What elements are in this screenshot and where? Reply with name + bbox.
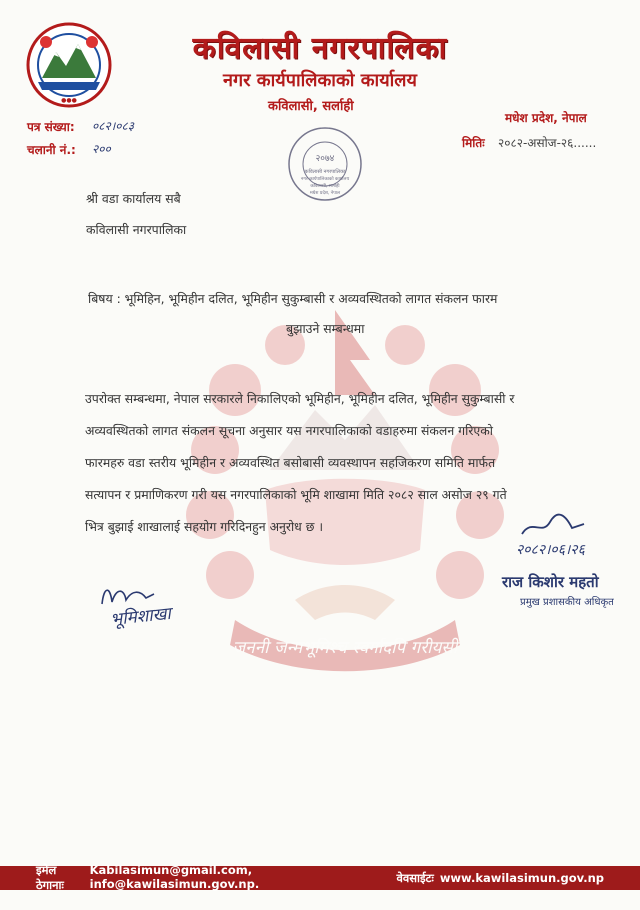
email-value: Kabilasimun@gmail.com, info@kawilasimun.gov.np.	[89, 863, 260, 891]
address-line: कविलासी, सर्लाही	[268, 99, 354, 114]
svg-text:२०७४: २०७४	[315, 154, 335, 164]
dispatch-no-value: २००	[92, 142, 111, 156]
subject-line-1: बिषय : भूमिहिन, भूमिहीन दलित, भूमिहीन सुकुम्बासी र अव्यवस्थितको लागत संकलन फारम	[88, 291, 498, 306]
body-line-4: सत्यापन र प्रमाणिकरण गरी यस नगरपालिकाको भूमि शाखामा मिति २०८२ साल असोज २९ गते	[85, 487, 507, 502]
body-line-2: अव्यवस्थितको लागत संकलन सूचना अनुसार यस नगरपालिकाको वडाहरुमा संकलन गरिएको	[85, 423, 493, 438]
office-subtitle: नगर कार्यपालिकाको कार्यालय	[223, 70, 417, 91]
svg-text:कविलासी, सर्लाही: कविलासी, सर्लाही	[310, 184, 340, 189]
date-value: २०८२-असोज-२६......	[498, 136, 597, 150]
province-line: मधेश प्रदेश, नेपाल	[505, 111, 587, 125]
website-label: वेवसाईटः	[396, 870, 434, 885]
body-line-1: उपरोक्त सम्बन्धमा, नेपाल सरकारले निकालिएको भूमिहीन, भूमिहीन दलित, भूमिहीन सुकुम्बासी र	[85, 391, 515, 406]
body-line-3: फारमहरु वडा स्तरीय भूमिहीन र अव्यवस्थित बसोबासी व्यवस्थापन सहजिकरण समिति मार्फत	[85, 455, 496, 470]
office-stamp	[285, 124, 365, 204]
letter-no-label: पत्र संख्या:	[27, 120, 75, 134]
signature-date: २०८२।०६।२६	[516, 542, 585, 558]
subject-line-2: बुझाउने सम्बन्धमा	[286, 321, 365, 336]
signatory-name: राज किशोर महतो	[502, 573, 599, 591]
svg-text:नगर कार्यपालिकाको कार्यालय: नगर कार्यपालिकाको कार्यालय	[300, 177, 350, 182]
left-handwritten-note: भूमिशाखा	[109, 603, 172, 631]
dispatch-no-label: चलानी नं.:	[27, 143, 76, 157]
email-label: इमेल ठेगानाः	[36, 863, 64, 892]
body-line-5: भित्र बुझाई शाखालाई सहयोग गरिदिनहुन अनुरोध छ ।	[85, 519, 324, 534]
signature-scribble	[518, 512, 588, 542]
svg-text:●●●: ●●●	[61, 97, 77, 104]
recipient-line-2: कविलासी नगरपालिका	[86, 222, 187, 237]
svg-text:मधेश प्रदेश, नेपाल: मधेश प्रदेश, नेपाल	[309, 191, 341, 196]
recipient-line-1: श्री वडा कार्यालय सबै	[86, 191, 181, 206]
website-value: www.kawilasimun.gov.np	[439, 870, 604, 885]
date-label: मितिः	[462, 136, 485, 150]
watermark-motto: जननी जन्मभूमिश्च स्वर्गादपि गरीयसी	[232, 638, 458, 658]
office-title: कविलासी नगरपालिका	[192, 31, 448, 66]
letter-no-value: ०८२।०८३	[92, 119, 134, 133]
svg-text:कविलासी नगरपालिका: कविलासी नगरपालिका	[304, 169, 346, 175]
letterhead-footer	[0, 863, 640, 892]
signatory-designation: प्रमुख प्रशासकीय अधिकृत	[520, 597, 614, 608]
